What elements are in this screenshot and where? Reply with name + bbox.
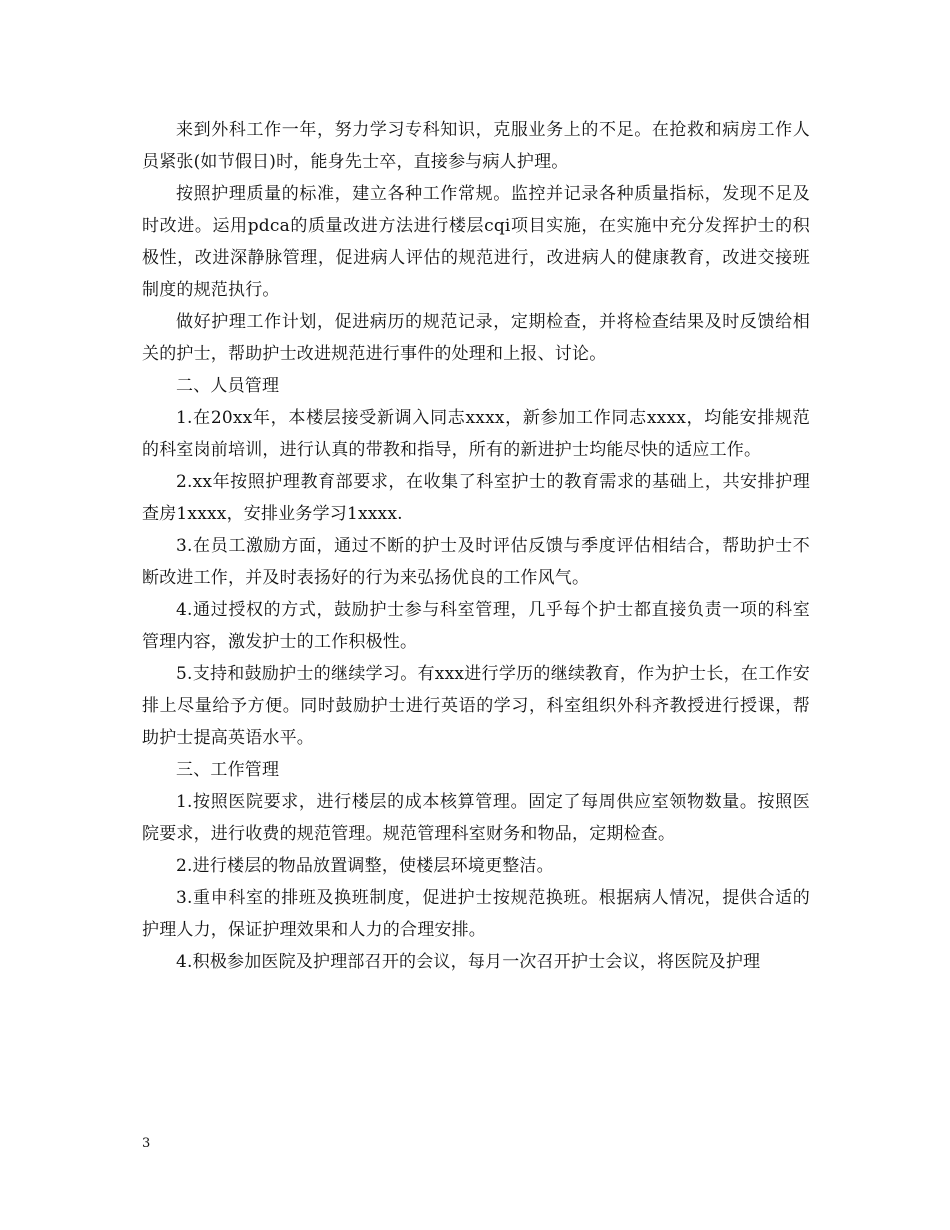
paragraph-intro: 来到外科工作一年，努力学习专科知识，克服业务上的不足。在抢救和病房工作人员紧张(如节假日)时，能身先士卒，直接参与病人护理。 [142,120,810,172]
paragraph-quality-standards: 按照护理质量的标准，建立各种工作常规。监控并记录各种质量指标，发现不足及时改进。运用pdca的质量改进方法进行楼层cqi项目实施，在实施中充分发挥护士的积极性，改进深静脉管理，促进病人评估的规范进行，改进病人的健康教育，改进交接班制度的规范执行。 [142,184,810,300]
paragraph-personnel-5: 5.支持和鼓励护士的继续学习。有xxx进行学历的继续教育，作为护士长，在工作安排上尽量给予方便。同时鼓励护士进行英语的学习，科室组织外科齐教授进行授课，帮助护士提高英语水平。 [142,664,810,748]
section-heading-work: 三、工作管理 [176,760,280,780]
paragraph-personnel-1: 1.在20xx年，本楼层接受新调入同志xxxx，新参加工作同志xxxx，均能安排规范的科室岗前培训，进行认真的带教和指导，所有的新进护士均能尽快的适应工作。 [142,408,810,460]
paragraph-work-3: 3.重申科室的排班及换班制度，促进护士按规范换班。根据病人情况，提供合适的护理人力，保证护理效果和人力的合理安排。 [142,888,810,940]
paragraph-personnel-2: 2.xx年按照护理教育部要求，在收集了科室护士的教育需求的基础上，共安排护理查房1xxxx，安排业务学习1xxxx. [142,472,810,524]
paragraph-work-2: 2.进行楼层的物品放置调整，使楼层环境更整洁。 [176,856,554,876]
paragraph-personnel-4: 4.通过授权的方式，鼓励护士参与科室管理，几乎每个护士都直接负责一项的科室管理内容，激发护士的工作积极性。 [142,600,810,652]
paragraph-work-plan: 做好护理工作计划，促进病历的规范记录，定期检查，并将检查结果及时反馈给相关的护士，帮助护士改进规范进行事件的处理和上报、讨论。 [142,312,810,364]
paragraph-work-4: 4.积极参加医院及护理部召开的会议，每月一次召开护士会议，将医院及护理 [176,952,761,972]
section-heading-personnel: 二、人员管理 [176,376,280,396]
paragraph-work-1: 1.按照医院要求，进行楼层的成本核算管理。固定了每周供应室领物数量。按照医院要求，进行收费的规范管理。规范管理科室财务和物品，定期检查。 [142,792,810,844]
document-body [142,114,810,978]
paragraph-personnel-3: 3.在员工激励方面，通过不断的护士及时评估反馈与季度评估相结合，帮助护士不断改进工作，并及时表扬好的行为来弘扬优良的工作风气。 [142,536,810,588]
page-number: 3 [142,1136,151,1151]
